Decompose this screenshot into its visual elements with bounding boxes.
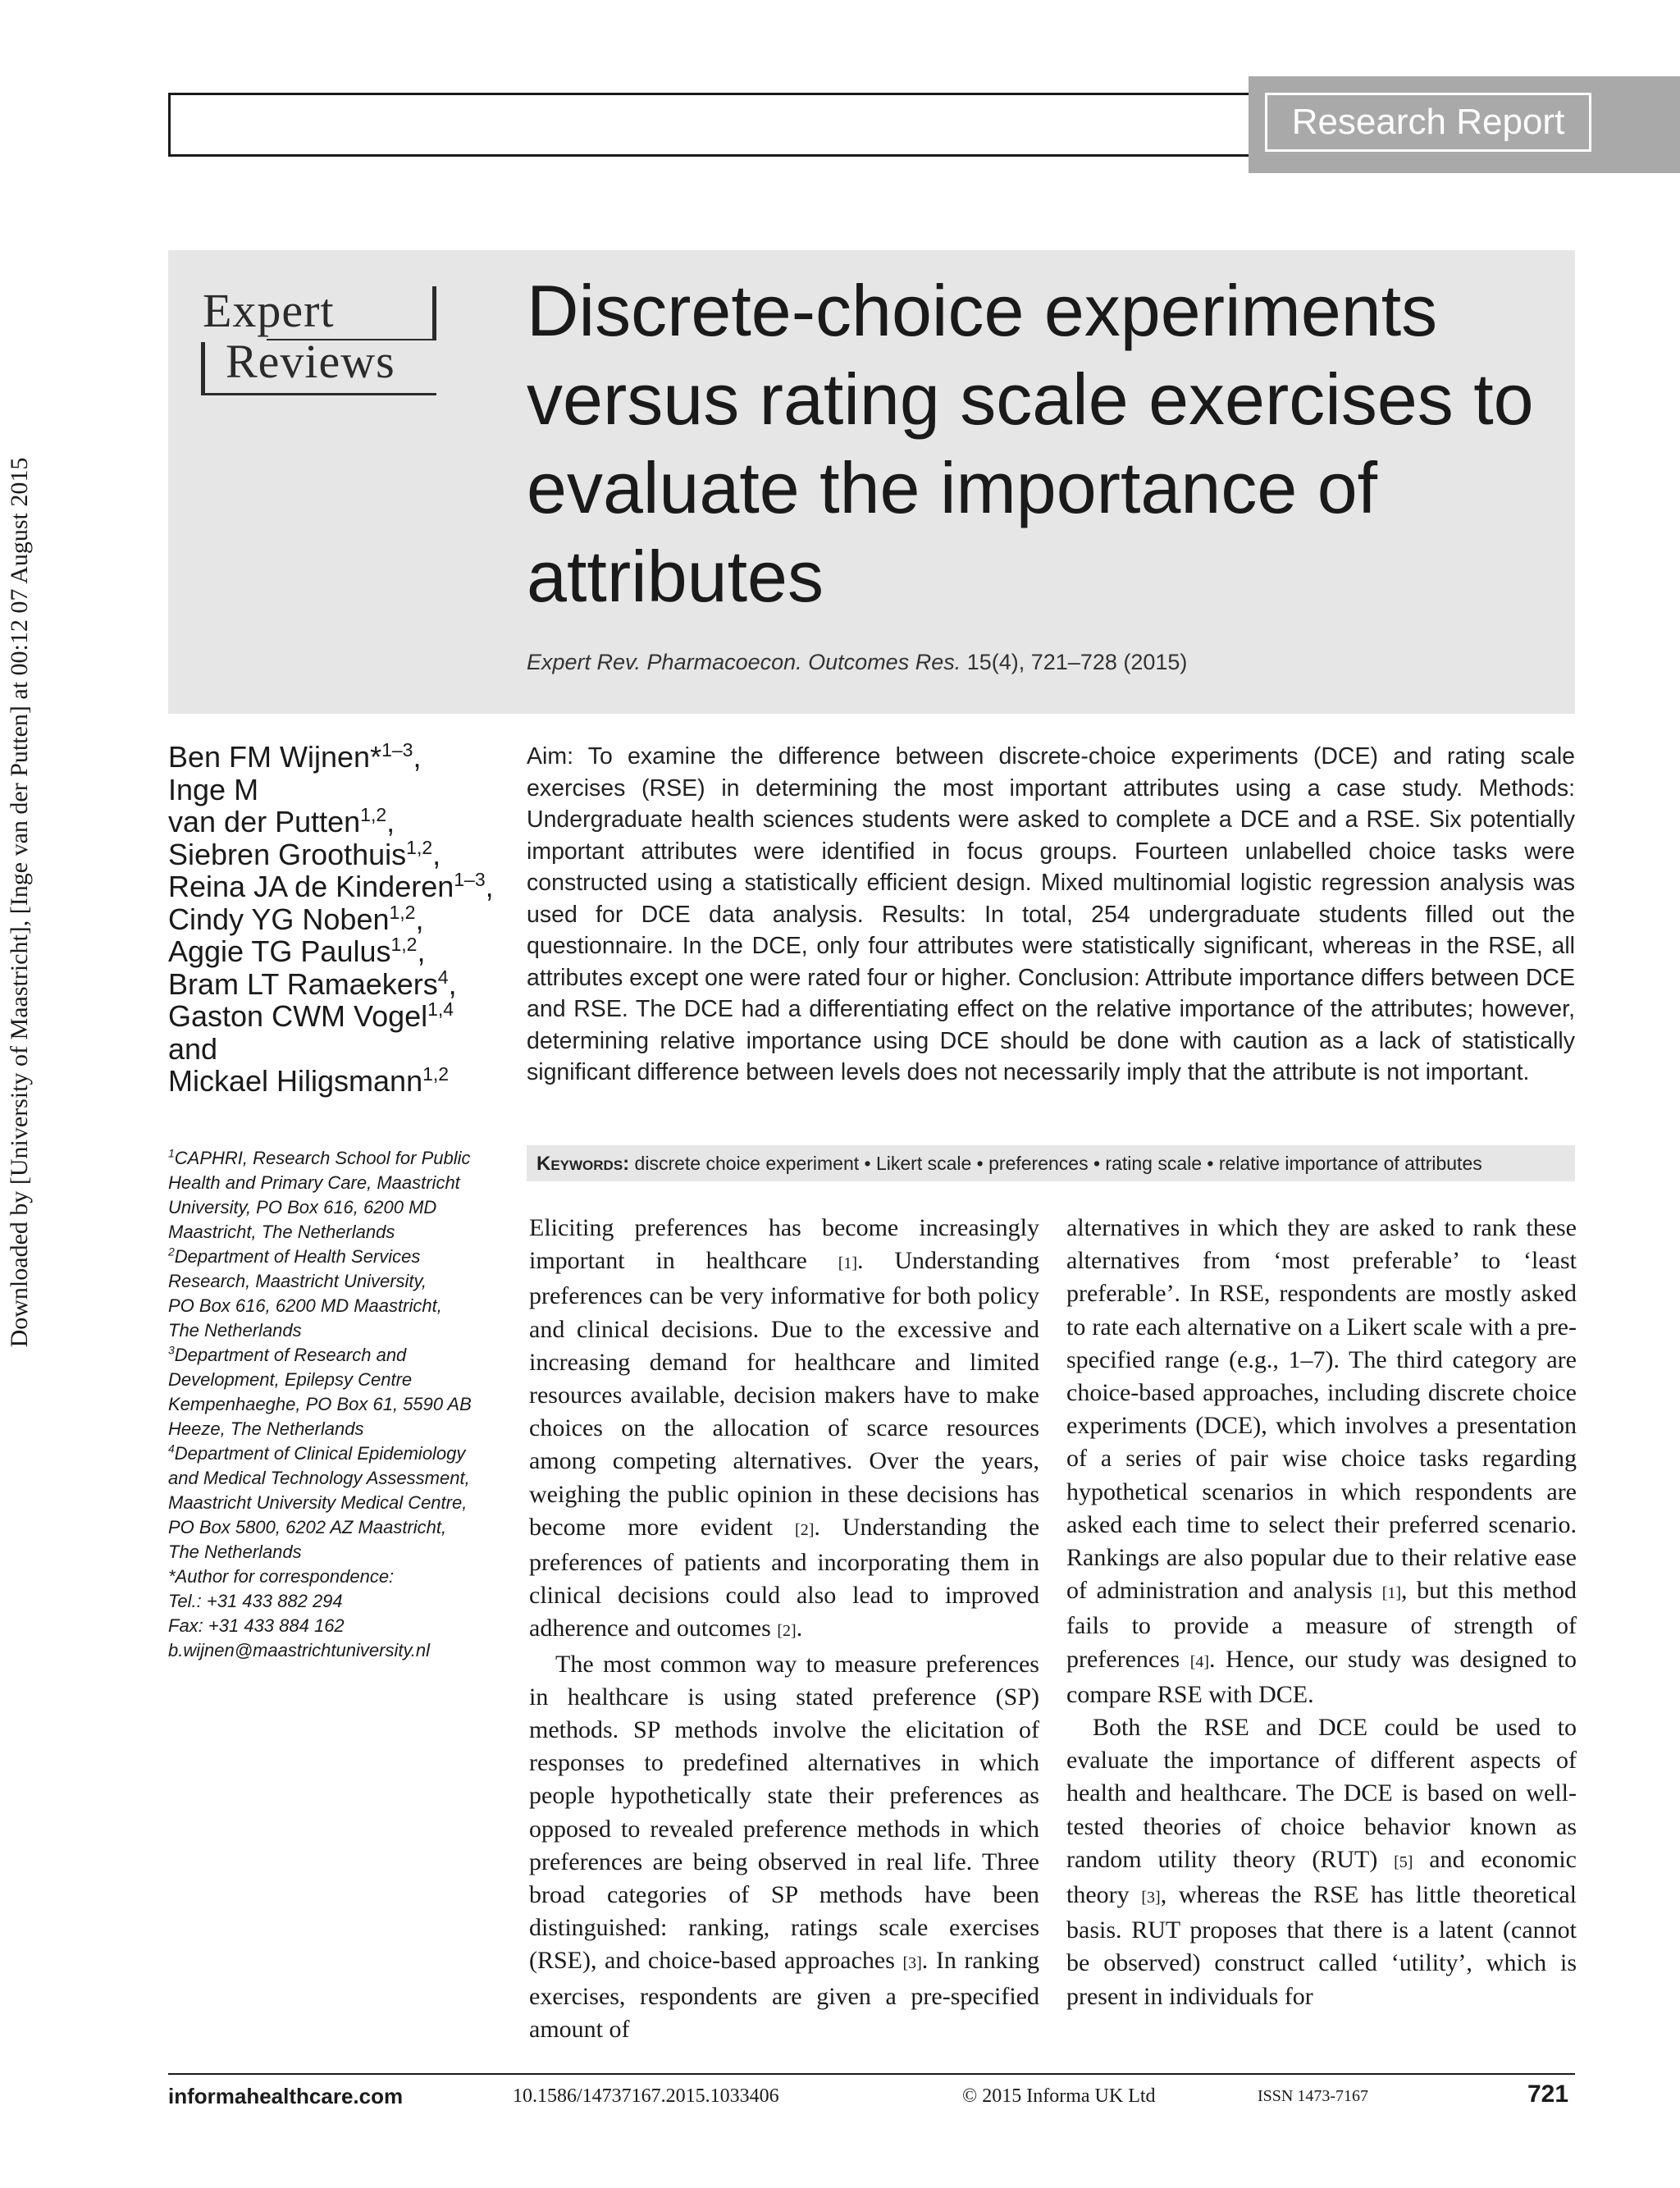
author-name: Reina JA de Kinderen [168,870,454,903]
author-line [168,968,513,1001]
author-name: Ben FM Wijnen* [168,740,382,774]
page-number: 721 [1527,2081,1569,2108]
author-affiliation-marker: 1,2 [406,836,433,858]
author-separator: , [432,837,441,871]
affiliation-line [168,1368,513,1392]
affiliation-text: Research, Maastricht University, [168,1271,427,1291]
body-paragraph [529,1212,1039,1648]
body-text: and economic theory [1066,1845,1577,1909]
author-name: Cindy YG Noben [168,902,390,936]
affiliation-line [168,1392,513,1417]
affiliation-line [168,1417,513,1441]
affiliation-line [168,1220,513,1245]
author-affiliation-marker: 1,2 [360,804,387,825]
affiliation-text: Fax: +31 433 884 162 [168,1615,345,1636]
affiliation-text: Health and Primary Care, Maastricht [168,1172,460,1193]
footer-doi: 10.1586/14737167.2015.1033406 [513,2085,779,2107]
author-affiliation-marker: 1–3 [454,869,486,890]
download-notice: Downloaded by [University of Maastricht], [Inge van der Putten] at 00:12 07 August 2015 [6,457,33,1348]
affiliation-line [168,1614,513,1638]
footer-rule [168,2073,1575,2075]
body-text: . Hence, our study was designed to compare RSE with DCE. [1066,1645,1577,1708]
body-paragraph [1066,1212,1577,1711]
header-frame [168,93,1249,157]
keywords-label: Keywords: [536,1153,630,1175]
affiliation-line [168,1195,513,1220]
author-separator: , [417,934,426,968]
affiliation-line [168,1441,513,1466]
author-line [168,1065,513,1098]
body-paragraph [529,1648,1039,2046]
body-text: , whereas the RSE has little theoretical basis. RUT proposes that there is a latent (cannot be observed) construct called ‘utility’, which is present in individuals for [1066,1881,1577,2010]
author-separator: , [415,902,424,936]
author-name: Gaston CWM Vogel [168,999,428,1033]
journal-logo-line1: Expert [203,284,335,337]
journal-logo-line2: Reviews [226,335,395,388]
affiliation-line [168,1269,513,1294]
affiliation-text: University, PO Box 616, 6200 MD [168,1197,437,1217]
footer-issn: ISSN 1473-7167 [1258,2087,1369,2105]
body-text: . [796,1615,803,1642]
affiliation-text: Department of Research and [174,1345,407,1365]
body-paragraph [1066,1711,1577,2013]
author-list [168,741,513,1098]
author-separator: , [386,805,395,838]
citation [527,650,1187,675]
author-affiliation-marker: 1,4 [427,998,454,1020]
author-affiliation-marker: 1,2 [389,901,416,923]
author-name: Bram LT Ramaekers [168,966,438,1001]
citation-reference: [2] [795,1520,815,1539]
affiliation-line [168,1294,513,1318]
report-type-tag [1249,76,1680,173]
citation-reference: [1] [1381,1584,1402,1603]
affiliation-text: Department of Clinical Epidemiology [174,1443,466,1464]
citation-journal: Expert Rev. Pharmacoecon. Outcomes Res. [527,650,961,674]
body-text: The most common way to measure preferences in healthcare is using stated preference (SP) methods. SP methods involve the elicitation of responses to predefined alternatives in which people hypothetically state their preferences as opposed to revealed preference methods in which preferences are being observed in real life. Three broad categories of SP methods have been distinguished: ranking, ratings scale exercises (RSE), and choice-based approaches [529,1650,1039,1975]
body-column-left [529,1212,1039,2046]
citation-reference: [3] [1141,1889,1161,1907]
affiliation-text: PO Box 5800, 6202 AZ Maastricht, [168,1517,447,1537]
affiliation-line [168,1245,513,1269]
affiliation-line [168,1318,513,1343]
author-affiliation-marker: 1,2 [390,934,418,955]
author-name: Aggie TG Paulus [168,934,391,968]
author-line [168,1000,513,1033]
author-affiliation-marker: 1,2 [422,1063,450,1085]
author-affiliation-marker: 4 [437,966,449,988]
body-text: , but this method fails to provide a measure of strength of preferences [1066,1577,1577,1673]
footer-website: informahealthcare.com [168,2084,404,2108]
body-text: . In ranking exercises, respondents are given a pre-specified amount of [529,1947,1039,2043]
keywords-text: discrete choice experiment • Likert scale • preferences • rating scale • relative importance of attributes [629,1153,1482,1174]
body-text: Eliciting preferences has become increasingly important in healthcare [529,1214,1039,1275]
citation-reference: [3] [902,1954,922,1973]
affiliation-line [168,1343,513,1368]
author-line [168,838,513,871]
author-separator: , [485,870,494,903]
body-text: alternatives in which they are asked to rank these alternatives from ‘most preferable’ to ‘least preferable’. In RSE, respondents are mostly asked to rate each alternative on a Likert scale with a pre-specified range (e.g., 1–7). The third category are choice-based approaches, including discrete choice experiments (DCE), which involves a presentation of a series of pair wise choice tasks regarding hypothetical scenarios in which respondents are asked each time to select their preferred scenario. Rankings are also popular due to their relative ease of administration and analysis [1066,1214,1577,1605]
citation-reference: [2] [777,1622,797,1641]
affiliation-line [168,1146,513,1171]
author-line [168,903,513,936]
author-line [168,806,513,838]
affiliation-line [168,1638,513,1663]
citation-reference: [5] [1394,1852,1413,1871]
report-type-label: Research Report [1265,93,1591,152]
citation-details: 15(4), 721–728 (2015) [961,650,1188,674]
affiliation-text: Kempenhaeghe, PO Box 61, 5590 AB [168,1394,472,1414]
affiliation-marker: 3 [168,1343,175,1357]
affiliation-line [168,1491,513,1515]
affiliation-line [168,1171,513,1195]
affiliation-line [168,1515,513,1540]
affiliation-text: and Medical Technology Assessment, [168,1468,470,1488]
citation-reference: [1] [838,1254,858,1273]
affiliation-text: Maastricht University Medical Centre, [168,1492,468,1513]
author-line [168,935,513,968]
affiliation-text: The Netherlands [168,1320,302,1341]
author-affiliation-marker: 1–3 [381,739,413,761]
affiliation-text: The Netherlands [168,1542,302,1562]
footer-copyright: © 2015 Informa UK Ltd [962,2085,1156,2107]
logo-bracket-left [201,342,205,393]
author-name: van der Putten [168,805,361,838]
affiliation-text: Development, Epilepsy Centre [168,1369,413,1390]
affiliation-line [168,1564,513,1589]
author-name: and [168,1031,218,1066]
affiliation-marker: 1 [168,1146,175,1160]
article-title: Discrete-choice experiments versus rating scale exercises to evaluate the importance of attributes [527,270,1534,617]
author-separator: , [413,740,422,774]
affiliation-line [168,1589,513,1614]
affiliation-text: b.wijnen@maastrichtuniversity.nl [168,1640,431,1660]
author-line [168,774,513,806]
affiliation-line [168,1466,513,1491]
affiliation-marker: 2 [168,1245,175,1258]
body-text: . Understanding the preferences of patients and incorporating them in clinical decisions could also lead to improved adherence and outcomes [529,1513,1040,1642]
author-separator: , [448,966,457,1001]
author-name: Siebren Groothuis [168,837,407,871]
citation-reference: [4] [1189,1652,1210,1671]
affiliation-text: CAPHRI, Research School for Public [174,1148,471,1168]
affiliation-text: Tel.: +31 433 882 294 [168,1591,343,1611]
affiliation-text: Department of Health Services [174,1246,421,1267]
logo-bracket-right [432,286,436,340]
author-line [168,741,513,774]
abstract: Aim: To examine the difference between discrete-choice experiments (DCE) and rating scale exercises (RSE) in determining the most important attributes using a case study. Methods: Undergraduate health sciences students were asked to complete a DCE and a RSE. Six potentially important attributes were identified in focus groups. Fourteen unlabelled choice tasks were constructed using a statistically efficient design. Mixed multinomial logistic regression analysis was used for DCE data analysis. Results: In total, 254 undergraduate students filled out the questionnaire. In the DCE, only four attributes were statistically significant, whereas in the RSE, all attributes except one were rated four or higher. Conclusion: Attribute importance differs between DCE and RSE. The DCE had a differentiating effect on the relative importance of the attributes; however, determining relative importance using DCE should be done with caution as a lack of statistically significant difference between levels does not necessarily imply that the attribute is not important. [527,743,1575,1085]
affiliation-line [168,1540,513,1564]
author-name: Inge M [168,772,259,806]
author-line [168,870,513,903]
affiliation-text: PO Box 616, 6200 MD Maastricht, [168,1295,442,1316]
affiliation-marker: 4 [168,1441,175,1455]
keywords-box [527,1145,1575,1181]
affiliation-text: *Author for correspondence: [168,1566,395,1587]
author-line [168,1033,513,1066]
logo-underline [201,393,436,395]
body-column-right [1066,1212,1577,2013]
affiliation-text: Heeze, The Netherlands [168,1418,364,1439]
body-text: . Understanding preferences can be very informative for both policy and clinical decisions. Due to the excessive and increasing demand for healthcare and limited resources available, decision makers have to make choices on the allocation of scarce resources among competing alternatives. Over the years, weighing the public opinion in these decisions has become more evident [529,1247,1039,1541]
journal-logo [201,283,447,398]
author-name: Mickael Hiligsmann [168,1064,423,1098]
affiliation-text: Maastricht, The Netherlands [168,1222,395,1242]
affiliations [168,1146,513,1663]
body-text: Both the RSE and DCE could be used to evaluate the importance of different aspects of health and healthcare. The DCE is based on well-tested theories of choice behavior known as random utility theory (RUT) [1066,1714,1577,1873]
